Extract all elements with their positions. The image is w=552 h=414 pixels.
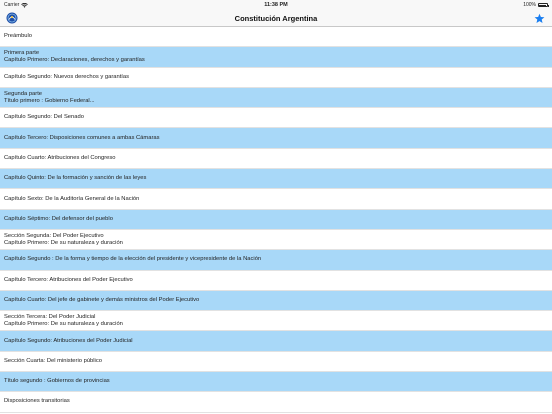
status-right [468, 2, 548, 8]
chapter-row-title: Capítulo Segundo: Del Senado [4, 114, 84, 121]
chapter-row[interactable] [0, 47, 552, 67]
chapter-row-title: Sección Cuarta: Del ministerio público [4, 357, 102, 364]
chapter-row-title: Título segundo : Gobiernos de provincias [4, 378, 110, 385]
chapter-row-subtitle: Capítulo Primero: De su naturaleza y duración [4, 239, 123, 246]
chapter-row-title: Sección Segunda: Del Poder Ejecutivo [4, 232, 104, 239]
chapter-row[interactable] [0, 352, 552, 372]
battery-icon [538, 3, 548, 7]
chapter-row-title: Capítulo Cuarto: Del jefe de gabinete y demás ministros del Poder Ejecutivo [4, 297, 200, 303]
chapter-row[interactable] [0, 128, 552, 148]
chapter-row[interactable] [0, 68, 552, 88]
favorites-button[interactable] [534, 12, 546, 24]
chapter-row[interactable] [0, 392, 552, 412]
chapter-list [0, 27, 552, 413]
chapter-row[interactable] [0, 189, 552, 209]
chapter-row[interactable] [0, 230, 552, 250]
chapter-row-title: Capítulo Cuarto: Atribuciones del Congreso [4, 154, 116, 161]
wifi-icon [21, 3, 28, 8]
chapter-row-title: Primera parte [4, 49, 40, 56]
chapter-row[interactable] [0, 331, 552, 351]
chapter-row-subtitle: Título primero : Gobierno Federal... [4, 97, 95, 104]
chapter-row[interactable] [0, 372, 552, 392]
chapter-row-title: Capítulo Tercero: Atribuciones del Poder Ejecutivo [4, 276, 133, 283]
chapter-row-title: Capítulo Quinto: De la formación y sanción de las leyes [4, 175, 147, 182]
chapter-row[interactable] [0, 271, 552, 291]
chapter-row[interactable] [0, 250, 552, 270]
star-icon [534, 13, 545, 24]
chapter-row-subtitle: Capítulo Primero: Declaraciones, derechos y garantías [4, 56, 145, 63]
page-title: Constitución Argentina [234, 13, 318, 23]
chapter-row-title: Capítulo Tercero: Disposiciones comunes a ambas Cámaras [4, 134, 160, 141]
chapter-row-title: Segunda parte [4, 90, 43, 97]
chapter-row[interactable] [0, 88, 552, 108]
chapter-row[interactable] [0, 311, 552, 331]
chapter-row-title: Preámbulo [4, 33, 33, 40]
navigation-bar [0, 10, 552, 27]
chapter-row[interactable] [0, 27, 552, 47]
chapter-row-title: Capítulo Séptimo: Del defensor del pueblo [4, 215, 113, 222]
chapter-row-title: Sección Tercera: Del Poder Judicial [4, 313, 96, 320]
battery-percent: 100% [523, 2, 536, 8]
chapter-row-title: Disposiciones transitorias [4, 398, 70, 405]
chapter-row-subtitle: Capítulo Primero: De su naturaleza y duración [4, 320, 123, 327]
status-bar [0, 0, 552, 10]
carrier-label: Carrier [4, 2, 20, 8]
chapter-row[interactable] [0, 169, 552, 189]
chapter-row-title: Capítulo Segundo: Atribuciones del Poder Judicial [4, 337, 133, 344]
chapter-row[interactable] [0, 149, 552, 169]
chapter-row[interactable] [0, 291, 552, 311]
chapter-row-title: Capítulo Sexto: De la Auditoría General de la Nación [4, 195, 140, 202]
app-logo-icon[interactable] [6, 12, 18, 24]
chapter-row[interactable] [0, 108, 552, 128]
chapter-row[interactable] [0, 210, 552, 230]
chapter-row-title: Capítulo Segundo: Nuevos derechos y garantías [4, 73, 130, 80]
chapter-row-title: Capítulo Segundo : De la forma y tiempo de la elección del presidente y vicepresidente de la Nación [4, 256, 262, 263]
status-left [4, 2, 84, 8]
status-time: 11:38 PM [264, 2, 288, 8]
